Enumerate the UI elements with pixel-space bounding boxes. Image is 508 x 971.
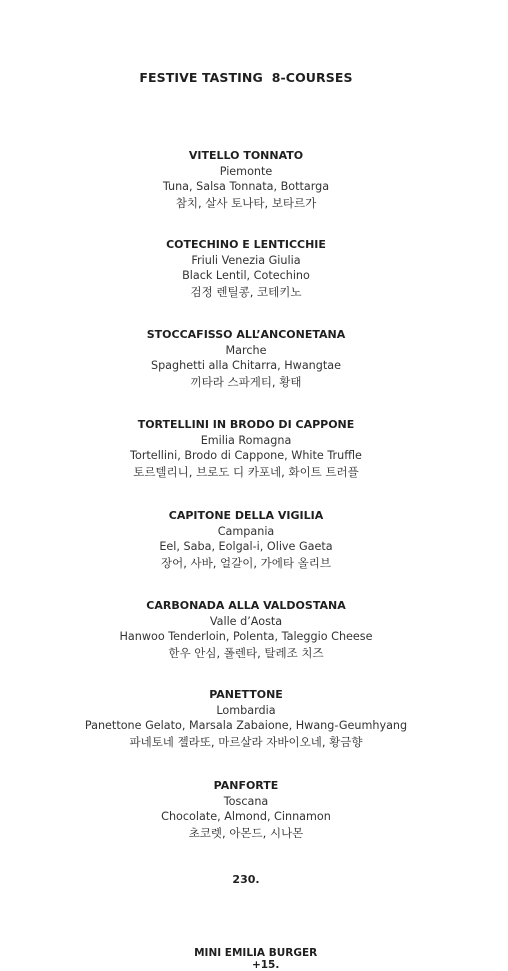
course-name: STOCCAFISSO ALL’ANCONETANA bbox=[146, 328, 346, 341]
course-name: CARBONADA ALLA VALDOSTANA bbox=[146, 599, 346, 612]
course-ingredients: Tortellini, Brodo di Cappone, White Truffle bbox=[130, 449, 362, 462]
course-7 bbox=[0, 687, 492, 750]
course-name: VITELLO TONNATO bbox=[188, 149, 304, 162]
course-region: Friuli Venezia Giulia bbox=[191, 253, 301, 267]
course-6 bbox=[0, 598, 492, 661]
course-region: Campania bbox=[217, 524, 275, 538]
course-region: Marche bbox=[225, 343, 267, 357]
course-region: Piemonte bbox=[219, 164, 273, 178]
course-ingredients: Black Lentil, Cotechino bbox=[182, 269, 310, 282]
course-ingredients: Hanwoo Tenderloin, Polenta, Taleggio Cheese bbox=[119, 630, 373, 643]
course-ingredients: Spaghetti alla Chitarra, Hwangtae bbox=[150, 359, 341, 372]
course-region: Toscana bbox=[223, 794, 269, 808]
course-ingredients: Chocolate, Almond, Cinnamon bbox=[161, 810, 331, 823]
course-name: PANFORTE bbox=[213, 779, 279, 792]
course-3 bbox=[0, 327, 492, 390]
course-korean: 장어, 사바, 얼갈이, 가에타 올리브 bbox=[160, 555, 331, 570]
course-region: Emilia Romagna bbox=[200, 433, 292, 447]
course-2 bbox=[0, 237, 492, 300]
course-ingredients: Tuna, Salsa Tonnata, Bottarga bbox=[162, 180, 330, 193]
addon-price: +15. bbox=[251, 959, 280, 971]
course-4 bbox=[0, 417, 492, 480]
menu-title: FESTIVE TASTING 8-COURSES bbox=[139, 70, 353, 85]
course-korean: 참치, 살사 토나타, 보타르가 bbox=[175, 195, 317, 210]
menu-price: 230. bbox=[232, 873, 260, 886]
course-korean: 토르텔리니, 브로도 디 카포네, 화이트 트러플 bbox=[133, 464, 359, 479]
course-1 bbox=[0, 148, 492, 211]
course-name: COTECHINO E LENTICCHIE bbox=[166, 238, 326, 251]
course-name: PANETTONE bbox=[209, 688, 283, 701]
course-korean: 한우 안심, 폴렌타, 탈레조 치즈 bbox=[168, 645, 324, 660]
course-name: CAPITONE DELLA VIGILIA bbox=[168, 509, 324, 522]
course-5 bbox=[0, 508, 492, 571]
course-ingredients: Eel, Saba, Eolgal-i, Olive Gaeta bbox=[159, 540, 333, 553]
course-korean: 끼타라 스파게티, 황태 bbox=[190, 374, 302, 389]
course-korean: 초코렛, 아몬드, 시나몬 bbox=[188, 825, 304, 840]
course-region: Valle d’Aosta bbox=[209, 614, 283, 628]
course-name: TORTELLINI IN BRODO DI CAPPONE bbox=[137, 418, 355, 431]
course-korean: 검정 렌틸콩, 코테키노 bbox=[190, 284, 302, 299]
course-korean: 파네토네 젤라또, 마르살라 자바이오네, 황금향 bbox=[129, 734, 363, 749]
course-ingredients: Panettone Gelato, Marsala Zabaione, Hwang-Geumhyang bbox=[84, 719, 408, 732]
addon-name: MINI EMILIA BURGER bbox=[194, 947, 318, 959]
course-region: Lombardia bbox=[216, 703, 276, 717]
course-8 bbox=[0, 778, 492, 841]
